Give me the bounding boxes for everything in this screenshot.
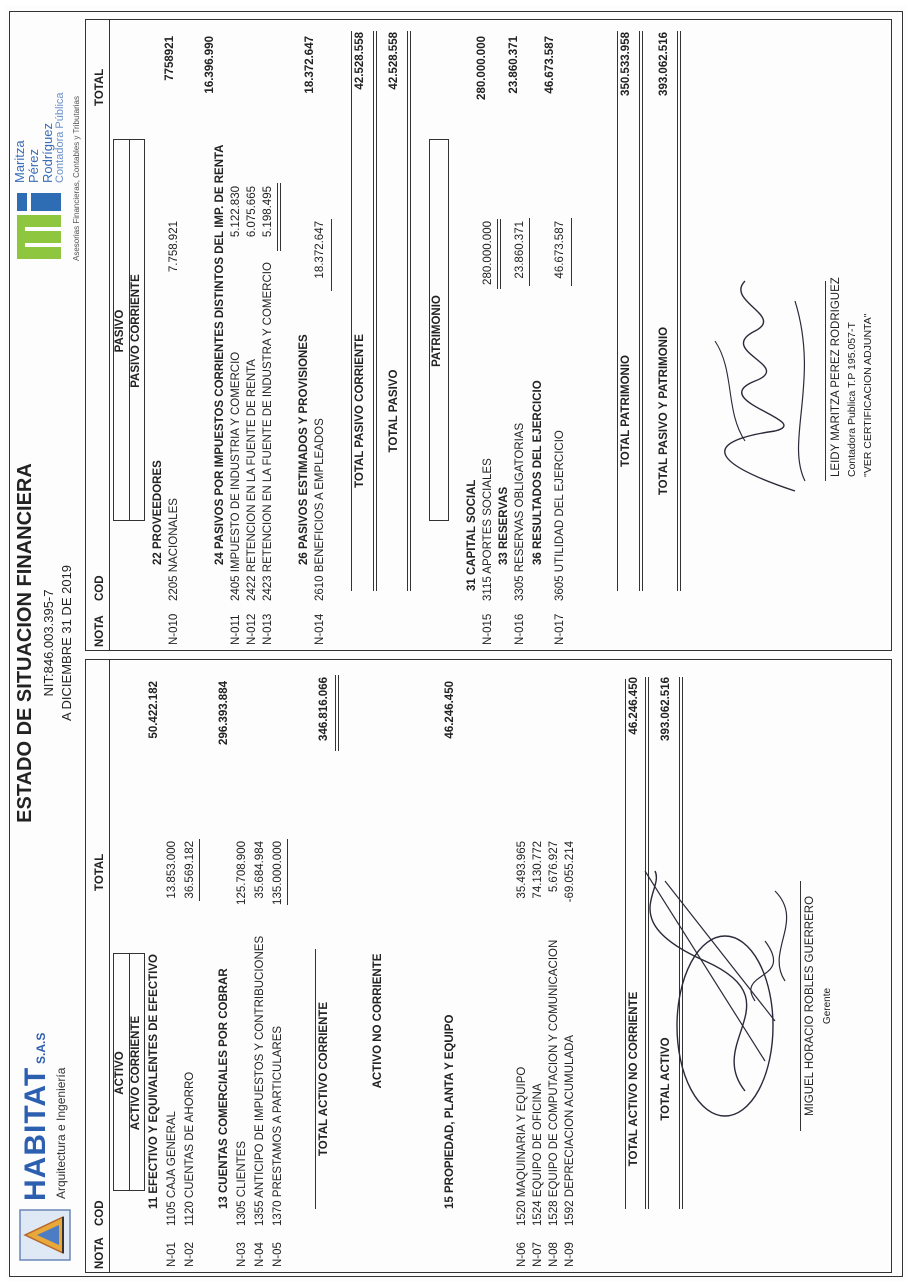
contadora-signature-graphic: [685, 271, 825, 501]
row-nota: N-015: [482, 613, 494, 645]
left-col-nota: NOTA: [94, 1237, 106, 1269]
row-nota: N-010: [168, 613, 180, 645]
group-total: 280.000.000: [476, 36, 488, 100]
row-label: 2205 NACIONALES: [168, 498, 180, 601]
row-nota: N-017: [554, 613, 566, 645]
group-header: 11 EFECTIVO Y EQUIVALENTES DE EFECTIVO: [148, 954, 160, 1209]
total-activo: 393.062.516: [660, 677, 672, 741]
row-value: 18.372.647: [314, 221, 326, 279]
group-total: 18.372.647: [304, 36, 316, 94]
total-activo-no-corriente: 46.246.450: [628, 677, 640, 735]
mpr-tagline: Asesorias Financieras, Contables y Tributarias: [72, 96, 81, 261]
row-label: 3305 RESERVAS OBLIGATORIAS: [514, 422, 526, 601]
total-double-rule: [373, 31, 377, 591]
row-value: 5.198.495: [262, 186, 274, 238]
activo-no-corriente-title: ACTIVO NO CORRIENTE: [372, 953, 384, 1089]
row-value: 7.758.921: [168, 221, 180, 273]
total-label-rule: [351, 31, 352, 591]
contadora-signature-line: [825, 281, 826, 481]
total-pasivo-corriente-label: TOTAL PASIVO CORRIENTE: [354, 334, 366, 488]
habitat-name: HABITAT: [19, 1066, 52, 1201]
row-value: 6.075.665: [246, 186, 258, 238]
row-value: 46.673.587: [554, 221, 566, 279]
row-label: 1524 EQUIPO DE OFICINA: [532, 1083, 544, 1226]
subtotal-rule: [331, 219, 332, 291]
total-pasivo-corriente: 42.528.558: [354, 32, 366, 90]
statement-date: A DICIEMBRE 31 DE 2019: [59, 564, 74, 722]
row-value: 23.860.371: [514, 221, 526, 279]
activo-title: ACTIVO: [114, 1051, 126, 1095]
row-label: 3115 APORTES SOCIALES: [482, 458, 494, 601]
total-pasivo-patrimonio: 393.062.516: [658, 32, 670, 96]
total-pasivo-label: TOTAL PASIVO: [388, 369, 400, 453]
row-label: 1305 CLIENTES: [236, 1140, 248, 1226]
row-nota: N-04: [254, 1242, 266, 1267]
subtotal-rule: [287, 839, 288, 905]
row-nota: N-02: [184, 1242, 196, 1267]
total-pasivo-patrimonio-label: TOTAL PASIVO Y PATRIMONIO: [658, 326, 670, 496]
financial-statement-page: [5, 5, 907, 1281]
row-label: 1120 CUENTAS DE AHORRO: [184, 1071, 196, 1226]
mpr-line3: Rodríguez: [40, 123, 55, 183]
row-label: 2422 RETENCION EN LA FUENTE DE RENTA: [246, 359, 258, 601]
row-value: 280.000.000: [482, 221, 494, 285]
gerente-signature-graphic: [645, 861, 815, 1121]
row-nota: N-01: [166, 1242, 178, 1267]
right-col-cod: COD: [94, 575, 106, 601]
subtotal-rule: [571, 218, 572, 286]
subtotal-rule: [199, 839, 200, 901]
gerente-signature-line: [800, 881, 801, 1131]
total-patrimonio: 350.533.958: [620, 32, 632, 96]
row-nota: N-012: [246, 613, 258, 645]
row-value: 13.853.000: [166, 841, 178, 899]
mpr-line4: Contadora Pública: [54, 92, 66, 183]
row-value: 36.569.182: [184, 841, 196, 899]
row-nota: N-08: [548, 1242, 560, 1267]
total-double-rule: [335, 675, 339, 751]
row-nota: N-07: [532, 1242, 544, 1267]
total-activo-corriente-label: TOTAL ACTIVO CORRIENTE: [318, 1001, 330, 1157]
right-col-total: TOTAL: [94, 68, 106, 106]
group-total: 296.393.884: [218, 681, 230, 745]
left-col-cod: COD: [94, 1200, 106, 1226]
total-pasivo: 42.528.558: [388, 32, 400, 90]
row-nota: N-014: [314, 613, 326, 645]
group-total: 46.246.450: [444, 681, 456, 739]
row-label: 1520 MAQUINARIA Y EQUIPO: [516, 1066, 528, 1226]
row-nota: N-09: [564, 1242, 576, 1267]
total-double-rule: [677, 31, 681, 591]
gerente-name: MIGUEL HORACIO ROBLES GUERRERO: [804, 895, 816, 1117]
row-label: 1592 DEPRECIACION ACUMULADA: [564, 1034, 576, 1226]
gerente-role: Gerente: [822, 987, 833, 1025]
total-activo-corriente: 346.816.066: [318, 677, 330, 741]
subtotal-double-rule: [497, 219, 501, 289]
row-nota: N-05: [272, 1242, 284, 1267]
contadora-name: LEIDY MARITZA PEREZ RODRIGUEZ: [830, 277, 842, 477]
page-title: ESTADO DE SITUACION FINANCIERA: [14, 463, 36, 823]
row-label: 1355 ANTICIPO DE IMPUESTOS Y CONTRIBUCIONES: [254, 935, 266, 1226]
habitat-suffix: S.A.S: [34, 1032, 48, 1064]
row-nota: N-06: [516, 1242, 528, 1267]
mpr-line1: Maritza: [12, 140, 27, 183]
activo-corriente-title: ACTIVO CORRIENTE: [130, 1015, 142, 1131]
group-header: 22 PROVEEDORES: [152, 460, 164, 565]
group-total: 46.673.587: [544, 36, 556, 94]
row-label: 2610 BENEFICIOS A EMPLEADOS: [314, 418, 326, 601]
subtotal-double-rule: [277, 183, 281, 251]
patrimonio-title: PATRIMONIO: [431, 295, 443, 367]
subtotal-rule: [529, 218, 530, 286]
right-col-nota: NOTA: [94, 615, 106, 647]
row-value: 5.676.927: [548, 841, 560, 893]
pasivo-title: PASIVO: [114, 309, 126, 353]
row-nota: N-03: [236, 1242, 248, 1267]
group-header: 26 PASIVOS ESTIMADOS Y PROVISIONES: [298, 334, 310, 565]
row-label: 2423 RETENCION EN LA FUENTE DE INDUSTRA Y COMERCIO: [262, 262, 274, 601]
habitat-tagline: Arquitectura e Ingeniería: [54, 1067, 68, 1199]
total-patrimonio-label: TOTAL PATRIMONIO: [620, 355, 632, 468]
total-label-rule: [617, 31, 618, 591]
row-value: 74.130.772: [532, 841, 544, 899]
total-label-rule: [315, 949, 316, 1209]
group-header: 31 CAPITAL SOCIAL: [466, 479, 478, 591]
row-value: -69.055.214: [564, 841, 576, 903]
row-value: 125.708.900: [236, 841, 248, 905]
group-header: 15 PROPIEDAD, PLANTA Y EQUIPO: [444, 1014, 456, 1209]
contadora-note: "VER CERTIFICACION ADJUNTA": [862, 313, 874, 477]
pasivo-corriente-title: PASIVO CORRIENTE: [130, 274, 142, 388]
row-label: 2405 IMPUESTO DE INDUSTRIA Y COMERCIO: [230, 351, 242, 601]
total-activo-no-corriente-label: TOTAL ACTIVO NO CORRIENTE: [628, 991, 640, 1167]
row-value: 35.684.984: [254, 841, 266, 899]
left-header-divider: [109, 659, 110, 1273]
row-value: 135.000.000: [272, 841, 284, 905]
row-label: 3605 UTILIDAD DEL EJERCICIO: [554, 430, 566, 601]
group-total: 16.396.990: [204, 36, 216, 94]
nit-number: NIT:846.003.395-7: [41, 589, 56, 697]
total-double-rule: [639, 31, 643, 591]
row-nota: N-013: [262, 613, 274, 645]
group-header: 24 PASIVOS POR IMPUESTOS CORRIENTES DISTINTOS DEL IMP. DE RENTA: [214, 144, 226, 565]
row-value: 35.493.965: [516, 841, 528, 899]
total-activo-label: TOTAL ACTIVO: [660, 1037, 672, 1121]
row-nota: N-016: [514, 613, 526, 645]
row-label: 1528 EQUIPO DE COMPUTACION Y COMUNICACION: [548, 939, 560, 1226]
total-double-rule: [407, 31, 411, 591]
group-header: 13 CUENTAS COMERCIALES POR COBRAR: [218, 968, 230, 1209]
row-value: 5.122.830: [230, 186, 242, 238]
right-header-divider: [109, 19, 110, 651]
total-label-rule: [625, 679, 626, 1209]
row-label: 1105 CAJA GENERAL: [166, 1111, 178, 1226]
contadora-tp: Contadora Publica T.P 195.057-T: [846, 322, 858, 477]
group-total: 50.422.182: [148, 681, 160, 739]
row-label: 1370 PRESTAMOS A PARTICULARES: [272, 1025, 284, 1226]
left-col-total: TOTAL: [94, 853, 106, 891]
group-total: 23.860.371: [508, 36, 520, 94]
row-nota: N-011: [230, 614, 242, 645]
mpr-line2: Pérez: [26, 149, 41, 183]
group-total: 7758921: [164, 36, 176, 81]
group-header: 36 RESULTADOS DEL EJERCICIO: [532, 380, 544, 565]
group-header: 33 RESERVAS: [498, 486, 510, 565]
